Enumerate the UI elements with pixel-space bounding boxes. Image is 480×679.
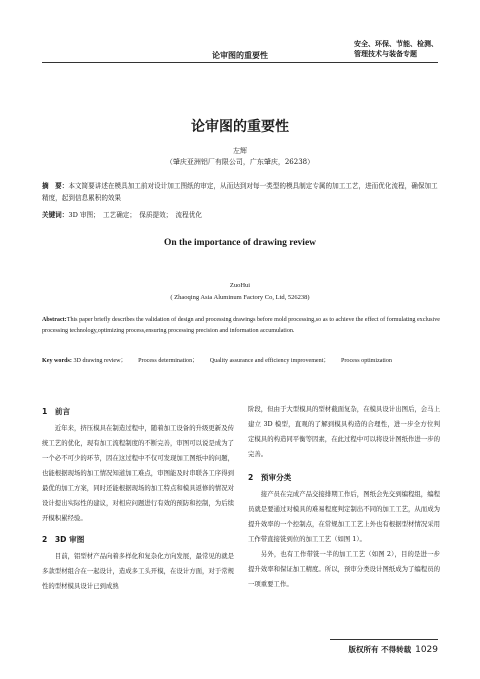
journal-line-2: 管理技术与装备专题: [354, 50, 417, 58]
section-1-paragraph: 近年来，挤压模具在制造过程中，随着加工设备的升级更新及传统工艺的优化，现有加工流程制度的不断完善，审图可以说是成为了一个必不可少的环节，因在这过程中不仅可发现加工图纸中的问题，也能根据现场的加工情况知道加工难点，审图能及时串联各工序得到最优的加工方案，同时还能根据现场的加工特点和模具返修的情况对设计提出实际性的建议，对相应问题进行有效的预防和控制，为后续开模积累经验。: [42, 424, 234, 522]
keyword-en-1: 3D drawing review；: [73, 358, 127, 364]
abstract-en: [42, 315, 440, 337]
running-title: 论审图的重要性: [212, 51, 268, 60]
abstract-label-en: Abstract:: [42, 317, 67, 323]
journal-section-label: [354, 39, 438, 59]
section-heading-3: 2 预审分类: [248, 473, 292, 482]
section-3-paragraph-2: 另外，也有工作带铣一半的加工工艺（如图 2），目的是进一步提升效率和保证加工精度。所以，预审分类设计图纸成为了编程员的一项重要工作。: [248, 550, 440, 588]
section-heading-2: 2 3D 审图: [42, 535, 85, 544]
affiliation-en: ( Zhaoqing Asia Aluminum Factory Co, Ltd, 526238): [170, 294, 310, 301]
keywords-cn: [42, 209, 440, 221]
keyword-en-3: Quality assurance and efficiency improvement；: [209, 358, 330, 364]
page-number: 1029: [415, 645, 438, 655]
section-3-paragraph-1: 接产员在完成产品交接排期工作后，图纸会先交到编程组，编程员就是要通过对模具的难易程度判定制出不同的加工工艺，从而成为提升效率的一个控制点，在常规加工工艺上外也有根据型材情况采用工作带直接铣到位的加工工艺（如图 1）。: [248, 490, 440, 543]
abstract-text-en: This paper briefly describes the validation of design and processing drawings before mold processing,so as to achieve the effect of formulating exclusive processing technology,optimizing process,ensuring processing precision and information accumulation.: [42, 317, 440, 334]
page-footer: [348, 644, 438, 655]
footer-divider: [330, 639, 438, 640]
header-divider: [42, 62, 438, 63]
abstract-text-cn: 本文简要讲述在模具加工前对设计加工图纸的审定，从而达到对每一类型的模具制定专属的加工工艺，进而优化流程，确保加工精度，起到信息累积的效果: [42, 182, 438, 202]
journal-line-1: 安全、环保、节能、检测、: [354, 40, 438, 48]
abstract-cn: [42, 180, 440, 204]
keyword-en-4: Process optimization: [341, 358, 392, 364]
author-cn: 左辉: [233, 147, 247, 155]
body-column-left: [42, 402, 234, 594]
section-2-continued-paragraph: 阶段，但由于大型模具的型材截面复杂，在模具设计出图后，会马上建立 3D 模型，直观的了解到模具构造的合理性，进一步全方位判定模具的构造同平衡等因素，在此过程中可以将设计图纸作进一步的完善。: [248, 405, 440, 458]
keyword-en-2: Process determination；: [138, 358, 199, 364]
affiliation-cn: （肇庆亚洲铝厂有限公司，广东肇庆，26238）: [165, 158, 315, 166]
body-column-right: [248, 402, 440, 592]
copyright-notice: 版权所有 不得转载: [348, 645, 412, 654]
section-heading-1: 1 前言: [42, 407, 71, 416]
abstract-label-cn: 摘 要：: [42, 182, 69, 190]
keywords-en: [42, 356, 440, 367]
article-title-cn: 论审图的重要性: [191, 119, 289, 135]
keywords-label-en: Key words:: [42, 358, 72, 364]
keywords-text-cn: 3D 审图； 工艺确定； 保质提效； 流程优化: [68, 211, 202, 219]
author-en: ZuoHui: [229, 282, 251, 289]
article-title-en: On the importance of drawing review: [163, 238, 317, 248]
section-2-paragraph: 目前，铝型材产品向着多样化和复杂化方向发展，最常见的就是多款型材组合在一起设计，造成多工头开模，在设计方面，对于常规性的型材模具设计已到成熟: [42, 552, 234, 590]
keywords-label-cn: 关键词：: [42, 211, 69, 219]
